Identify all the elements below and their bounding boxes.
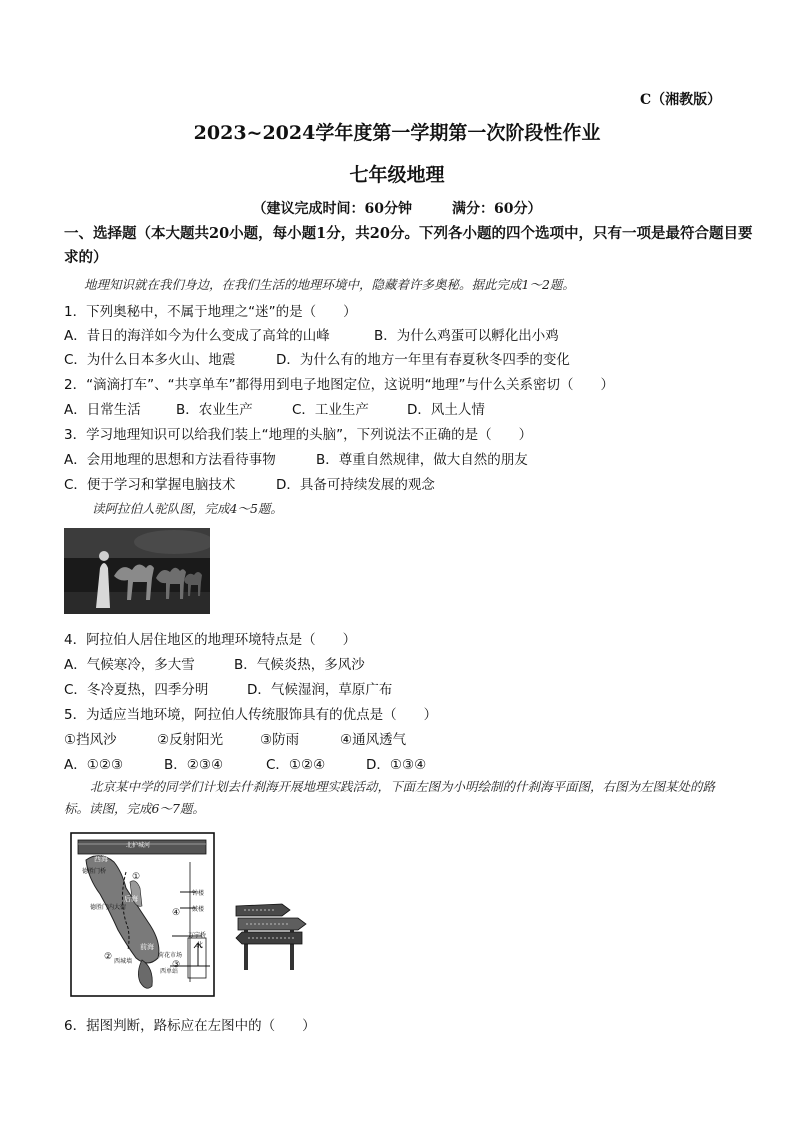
- question-1-options-row2: [64, 348, 570, 368]
- option-c[interactable]: C．为什么日本多火山、地震: [64, 352, 236, 368]
- option-d[interactable]: D．气候湿润，草原广布: [247, 682, 393, 698]
- map-label-wanning-bridge: 万宁桥: [188, 932, 207, 939]
- item-2: ②反射阳光: [157, 732, 224, 748]
- intro-q6-7: 北京某中学的同学们计划去什刹海开展地理实践活动，下面左图为小明绘制的什刹海平面图，右图为左图某处的路标。读图，完成6～7题。: [64, 779, 716, 816]
- subject-title: 七年级地理: [349, 164, 445, 186]
- question-4-options-row2: [64, 678, 392, 698]
- option-b[interactable]: B．农业生产: [176, 402, 253, 418]
- map-label-drum-tower: 鼓楼: [192, 906, 205, 913]
- question-4-stem: 4．阿拉伯人居住地区的地理环境特点是（ ）: [64, 632, 357, 648]
- option-a[interactable]: A．昔日的海洋如今为什么变成了高耸的山峰: [64, 328, 330, 344]
- question-1-options-row1: [64, 324, 559, 344]
- option-a[interactable]: A．①②③: [64, 757, 124, 773]
- map-label-deshengmen-street: 德胜门内大街: [90, 904, 127, 911]
- item-4: ④通风透气: [340, 732, 407, 748]
- wooden-signpost: [232, 898, 312, 970]
- option-d[interactable]: D．为什么有的地方一年里有春夏秋冬四季的变化: [276, 352, 570, 368]
- option-b[interactable]: B．尊重自然规律，做大自然的朋友: [316, 452, 528, 468]
- map-label-lotus-market: 荷花市场: [158, 952, 183, 959]
- option-d[interactable]: D．具备可持续发展的观念: [276, 477, 435, 493]
- question-6-stem: 6．据图判断，路标应在左图中的（ ）: [64, 1018, 316, 1034]
- signpost-drawing: [232, 898, 312, 970]
- question-5-items: [64, 728, 406, 748]
- option-a[interactable]: A．气候寒冷，多大雪: [64, 657, 195, 673]
- section-heading: 一、选择题（本大题共20小题，每小题1分，共20分。下列各小题的四个选项中，只有一项是最符合题目要求的）: [64, 225, 753, 266]
- time-limit: （建议完成时间：60分钟: [252, 201, 412, 217]
- map-label-xihai: 西海: [94, 855, 108, 863]
- option-d[interactable]: D．①③④: [366, 757, 427, 773]
- full-score: 满分：60分）: [452, 201, 542, 217]
- map-label-qianhai: 前海: [140, 943, 154, 951]
- option-c[interactable]: C．①②④: [266, 757, 326, 773]
- question-2-options: [64, 398, 485, 418]
- option-a[interactable]: A．会用地理的思想和方法看待事物: [64, 452, 276, 468]
- exam-meta: [0, 198, 794, 218]
- map-label-deshengmen-bridge: 德胜门桥: [82, 868, 107, 875]
- question-3-stem: 3．学习地理知识可以给我们装上“地理的头脑”，下列说法不正确的是（ ）: [64, 427, 533, 443]
- option-d[interactable]: D．风土人情: [407, 402, 485, 418]
- map-label-moat: 北护城河: [126, 842, 151, 849]
- question-3-options-row1: [64, 448, 528, 468]
- question-5-stem: 5．为适应当地环境，阿拉伯人传统服饰具有的优点是（ ）: [64, 707, 438, 723]
- camel-caravan-image: [64, 528, 210, 614]
- intro-q4-5: 读阿拉伯人驼队图，完成4～5题。: [92, 501, 283, 516]
- question-3-options-row2: [64, 473, 435, 493]
- question-1-stem: 1．下列奥秘中，不属于地理之“迷”的是（ ）: [64, 304, 357, 320]
- map-label-houhai: 后海: [124, 895, 138, 903]
- map-marker-3: ③: [172, 960, 181, 970]
- item-3: ③防雨: [260, 732, 300, 748]
- option-c[interactable]: C．工业生产: [292, 402, 369, 418]
- map-marker-1: ①: [132, 872, 141, 882]
- edition-label: C（湘教版）: [640, 92, 722, 108]
- question-5-options: [64, 753, 426, 773]
- option-c[interactable]: C．冬冷夏热，四季分明: [64, 682, 209, 698]
- map-label-bell-tower: 钟楼: [192, 890, 205, 897]
- map-marker-4: ④: [172, 908, 181, 918]
- option-b[interactable]: B．为什么鸡蛋可以孵化出小鸡: [374, 328, 559, 344]
- camel-caravan-photo: [64, 528, 210, 614]
- map-label-xidan-station: 西单站: [160, 968, 179, 975]
- option-a[interactable]: A．日常生活: [64, 402, 141, 418]
- intro-q1-2: 地理知识就在我们身边，在我们生活的地理环境中，隐藏着许多奥秘。据此完成1～2题。: [84, 277, 575, 292]
- option-b[interactable]: B．气候炎热，多风沙: [234, 657, 365, 673]
- question-4-options-row1: [64, 653, 365, 673]
- shichahai-map: [70, 832, 215, 997]
- question-2-stem: 2．“滴滴打车”、“共享单车”都得用到电子地图定位，这说明“地理”与什么关系密切（ ）: [64, 377, 615, 393]
- option-b[interactable]: B．②③④: [164, 757, 224, 773]
- shichahai-map-drawing: [70, 832, 215, 997]
- map-north-arrow: 北: [196, 941, 203, 949]
- option-c[interactable]: C．便于学习和掌握电脑技术: [64, 477, 236, 493]
- map-label-west-wall: 西城墙: [114, 958, 133, 965]
- item-1: ①挡风沙: [64, 732, 117, 748]
- document-title: 2023~2024学年度第一学期第一次阶段性作业: [193, 122, 601, 144]
- map-marker-2: ②: [104, 952, 113, 962]
